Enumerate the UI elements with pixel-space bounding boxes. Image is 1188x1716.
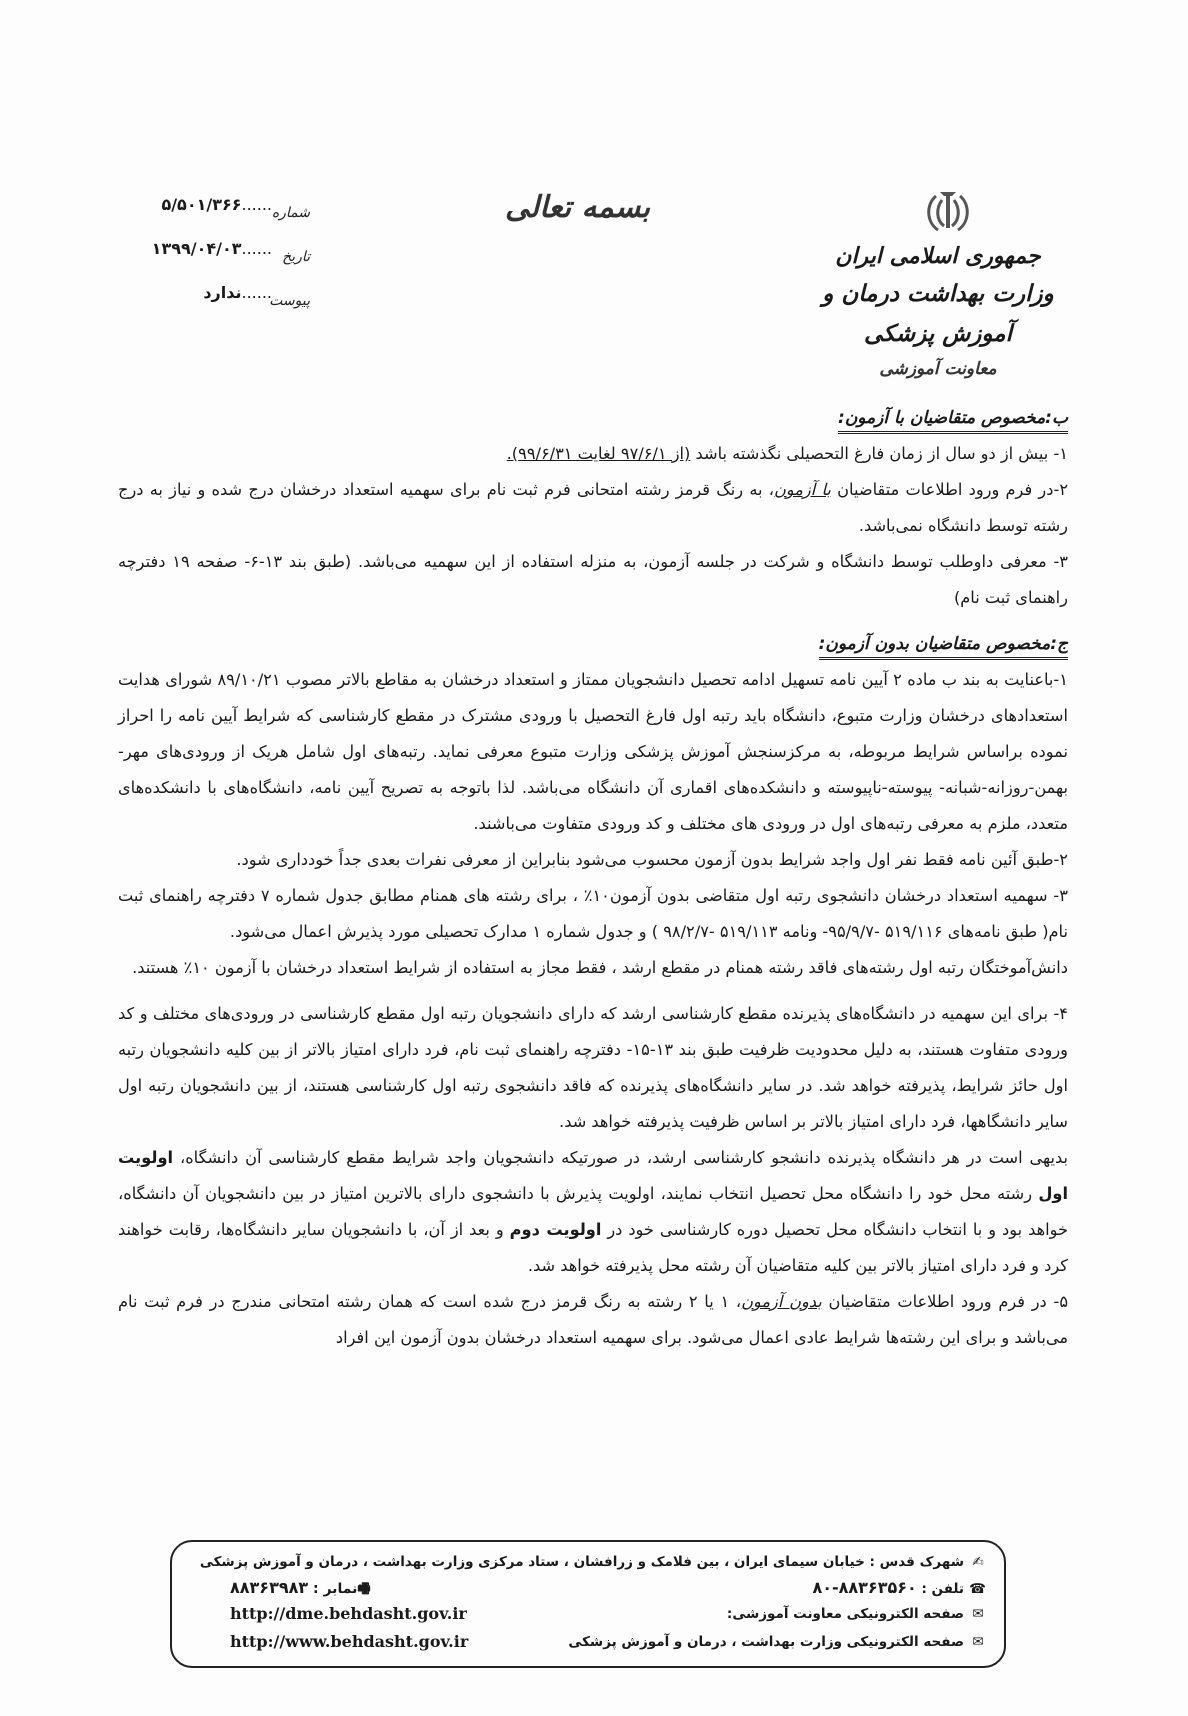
letter-number-row: [140, 195, 310, 239]
letter-attachment-row: [140, 283, 310, 327]
telephone-icon: ☎: [969, 1581, 986, 1597]
fax-icon: 🖷: [357, 1581, 371, 1597]
item-text: رشته محل خود را دانشگاه محل تحصیل انتخاب نمایند، اولویت پذیرش با دانشجوی دارای بالاترین امتیاز در بین دانشجویان آن دانشگاه، خواهد بود و با انتخاب دانشگاه محل تحصیل دوره کارشناسی خود در: [118, 1184, 1068, 1239]
contact-footer: [170, 1540, 1006, 1668]
section-c-title: ج:مخصوص متقاضیان بدون آزمون:: [819, 631, 1068, 660]
date-range-underlined: (از ۹۷/۶/۱ لغایت ۹۹/۶/۳۱).: [506, 444, 691, 463]
letter-number-value: ...... ۵/۵۰۱/۳۶۶: [161, 195, 272, 214]
letter-attachment-label: پیوست: [269, 293, 310, 309]
organization-header: [788, 238, 1088, 384]
item-text: بدیهی است در هر دانشگاه پذیرنده دانشجو کارشناسی ارشد، در صورتیکه دانشجویان واجد شرایط مقطع کارشناسی آن دانشگاه،: [173, 1148, 1068, 1167]
footer-fax: [230, 1578, 371, 1602]
org-department: معاونت آموزشی: [879, 359, 997, 379]
org-country: جمهوری اسلامی ایران: [835, 243, 1041, 269]
letter-meta: [140, 195, 310, 327]
web2-label: صفحه الکترونیکی وزارت بهداشت ، درمان و آموزش پزشکی: [568, 1634, 964, 1650]
phone-label: تلفن :: [921, 1581, 964, 1597]
item-text: ، ۱ یا ۲ رشته به رنگ قرمز درج شده است که همان رشته امتحانی مندرج در فرم ثبت نام می‌باشد و برای این رشته‌ها شرایط عادی اعمال می‌شود. برای سهمیه استعداد درخشان بدون آزمون این افراد: [118, 1292, 1068, 1347]
section-c-item-5: [118, 1284, 1068, 1356]
pen-icon: ✍: [972, 1554, 984, 1570]
item-text: ، به رنگ قرمز رشته امتحانی فرم ثبت نام برای سهمیه استعداد درخشان درج شده و نیاز به درج رشته توسط دانشگاه نمی‌باشد.: [118, 480, 1068, 535]
item-text: ۵- در فرم ورود اطلاعات متقاضیان: [821, 1292, 1069, 1311]
section-c-item-3: ۳- سهمیه استعداد درخشان دانشجوی رتبه اول متقاضی بدون آزمون۱۰٪ ، برای رشته های همنام مطابق جدول شماره ۷ دفترچه راهنمای ثبت نام( طبق نامه‌های ۵۱۹/۱۱۶ -۹۵/۹/۷- ونامه ۵۱۹/۱۱۳ -۹۸/۲/۷ ) و جدول شماره ۱ مدارک تحصیلی مورد پذیرش اعمال می‌شود.: [118, 886, 1068, 941]
footer-web-2-url[interactable]: [230, 1632, 468, 1651]
phone-number: ۸۸۳۶۳۵۶۰-۸۰: [812, 1578, 917, 1597]
item-text: ۱- بیش از دو سال از زمان فارغ التحصیلی نگذشته باشد: [690, 444, 1068, 463]
footer-address: [200, 1554, 986, 1570]
section-c-item-1: ۱-باعنایت به بند ب ماده ۲ آیین نامه تسهیل ادامه تحصیل دانشجویان ممتاز و استعداد درخشان به مقاطع بالاتر مصوب ۸۹/۱۰/۲۱ شورای هدایت استعدادهای درخشان وزارت متبوع، دانشگاه باید رتبه اول فارغ التحصیل با ورودی مشترک در مقطع کارشناسی که شرایط آیین نامه را احراز نموده براساس شرایط مربوطه، به مرکزسنجش آموزش پزشکی وزارت متبوع معرفی نماید. رتبه‌های اول شامل هریک از ورودی‌های مهر-بهمن-روزانه-شبانه- پیوسته-ناپیوسته و دانشکده‌های اقماری آن دانشگاه می‌باشد. لذا باتوجه به تصریح آیین نامه، دانشگاه‌های با دانشکده‌های متعدد، ملزم به معرفی رتبه‌های اول در ورودی های مختلف و کد ورودی متفاوت می‌باشند.: [118, 670, 1068, 833]
emphasis-without-exam: بدون آزمون: [741, 1292, 822, 1311]
web2-link[interactable]: http://www.behdasht.gov.ir: [230, 1632, 469, 1651]
letter-date-value: ...... ۱۳۹۹/۰۴/۰۳: [152, 239, 272, 258]
section-c-item-4: ۴- برای این سهمیه در دانشگاه‌های پذیرنده مقطع کارشناسی ارشد که دارای دانشجویان رتبه اول مقطع کارشناسی در ورودی‌های مختلف و کد ورودی متفاوت هستند، به دلیل محدودیت ظرفیت طبق بند ۱۳-۱۵- دفترچه راهنمای ثبت نام، فرد دارای امتیاز بالاتر از بین کلیه دانشجویان رتبه اول حائز شرایط، پذیرفته خواهد شد. در سایر دانشگاه‌های پذیرنده که فاقد دانشجوی رتبه اول کارشناسی هستند، از بین دانشجویان رتبه اول سایر دانشگاهها، فرد دارای امتیاز بالاتر بر اساس ظرفیت پذیرفته خواهد شد.: [118, 1004, 1069, 1131]
envelope-icon: ✉: [972, 1634, 984, 1650]
section-c-item-3-note: دانش‌آموختگان رتبه اول رشته‌های فاقد رشته همنام در مقطع ارشد ، فقط مجاز به استفاده از شرایط استعداد درخشان با آزمون ۱۰٪ هستند.: [132, 958, 1068, 977]
footer-phone: [812, 1578, 986, 1597]
section-b-item-2: [118, 472, 1068, 544]
bismillah-heading: بسمه تعالی: [505, 190, 651, 225]
item-text: و بعد از آن، با دانشجویان سایر دانشگاه‌ها، رقابت خواهند کرد و فرد دارای امتیاز بالاتر بین کلیه متقاضیان آن رشته محل پذیرفته خواهد شد.: [118, 1220, 1068, 1275]
footer-web-1-url[interactable]: [230, 1604, 467, 1623]
footer-web-2: [568, 1634, 986, 1650]
section-b-title: ب:مخصوص متقاضیان با آزمون:: [838, 405, 1068, 434]
footer-web-1: [727, 1606, 986, 1622]
letter-attachment-value: ...... ندارد: [203, 283, 272, 302]
section-c-item-4-note: [118, 1140, 1068, 1284]
letter-body: [118, 400, 1068, 1356]
letter-number-label: شماره: [271, 205, 310, 221]
web1-label: صفحه الکترونیکی معاونت آموزشی:: [726, 1606, 964, 1622]
section-b-item-3: ۳- معرفی داوطلب توسط دانشگاه و شرکت در جلسه آزمون، به منزله استفاده از این سهمیه می‌باشد. (طبق بند ۱۳-۶- صفحه ۱۹ دفترچه راهنمای ثبت نام): [118, 552, 1068, 607]
fax-label: نمابر :: [313, 1581, 358, 1597]
emphasis-with-exam: با آزمون: [773, 480, 831, 499]
letter-date-label: تاریخ: [282, 249, 310, 265]
second-priority-bold: اولویت دوم: [509, 1220, 602, 1239]
section-b-item-1: [118, 436, 1068, 472]
section-c-item-2: ۲-طبق آئین نامه فقط نفر اول واجد شرایط بدون آزمون محسوب می‌شود بنابراین از معرفی نفرات بعدی جداً خودداری شود.: [236, 850, 1068, 869]
envelope-icon: ✉: [972, 1606, 984, 1622]
first-priority-bold: اولویت اول: [118, 1148, 1068, 1203]
org-ministry: وزارت بهداشت درمان و آموزش پزشکی: [822, 280, 1054, 347]
letter-date-row: [140, 239, 310, 283]
iran-emblem-icon: [922, 188, 974, 236]
fax-number: ۸۸۳۶۳۹۸۳: [230, 1578, 309, 1597]
address-text: شهرک قدس : خیابان سیمای ایران ، بین فلامک و زرافشان ، ستاد مرکزی وزارت بهداشت ، درمان و آموزش پزشکی: [199, 1554, 964, 1570]
web1-link[interactable]: http://dme.behdasht.gov.ir: [230, 1604, 467, 1623]
item-text: ۲-در فرم ورود اطلاعات متقاضیان: [830, 480, 1069, 499]
